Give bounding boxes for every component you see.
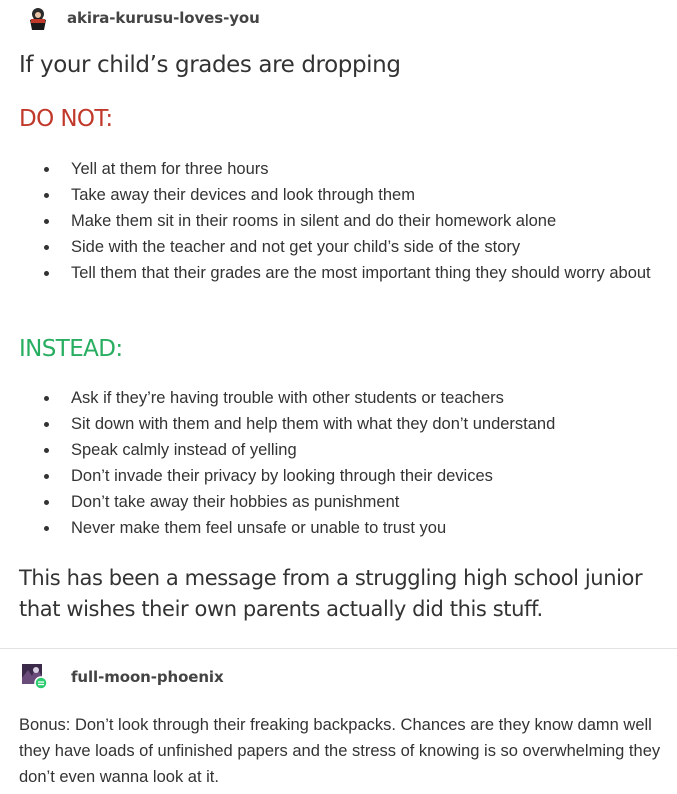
reply-text: Bonus: Don’t look through their freaking backpacks. Chances are they know damn well they have loads of unfinished papers and the stress of knowing is so overwhelming they don’t even wanna look at it. [19, 716, 661, 786]
closing-message: This has been a message from a struggling high school junior that wishes their own parents actually did this stuff. [19, 566, 643, 621]
reblogger-username[interactable]: full-moon-phoenix [71, 668, 224, 686]
list-item: Sit down with them and help them with what they don’t understand [44, 411, 664, 437]
instead-heading: INSTEAD: [19, 336, 123, 362]
list-item: Speak calmly instead of yelling [44, 437, 664, 463]
original-poster-username[interactable]: akira-kurusu-loves-you [67, 9, 260, 27]
reblogger-row [22, 664, 224, 690]
list-item: Yell at them for three hours [44, 156, 664, 182]
user-avatar-icon[interactable] [26, 6, 50, 30]
divider [0, 648, 677, 649]
post-title: If your child’s grades are dropping [19, 52, 401, 78]
do-not-heading: DO NOT: [19, 106, 113, 132]
reblogger-avatar-icon[interactable] [22, 664, 48, 690]
list-item: Tell them that their grades are the most important thing they should worry about [44, 260, 664, 286]
list-item: Side with the teacher and not get your child’s side of the story [44, 234, 664, 260]
list-item: Don’t take away their hobbies as punishment [44, 489, 664, 515]
list-item: Never make them feel unsafe or unable to trust you [44, 515, 664, 541]
list-item: Take away their devices and look through them [44, 182, 664, 208]
instead-list [44, 385, 664, 541]
list-item: Make them sit in their rooms in silent and do their homework alone [44, 208, 664, 234]
reblog-badge-icon [35, 677, 47, 689]
list-item: Ask if they’re having trouble with other students or teachers [44, 385, 664, 411]
original-poster-row [26, 6, 260, 30]
list-item: Don’t invade their privacy by looking through their devices [44, 463, 664, 489]
do-not-list [44, 156, 664, 286]
